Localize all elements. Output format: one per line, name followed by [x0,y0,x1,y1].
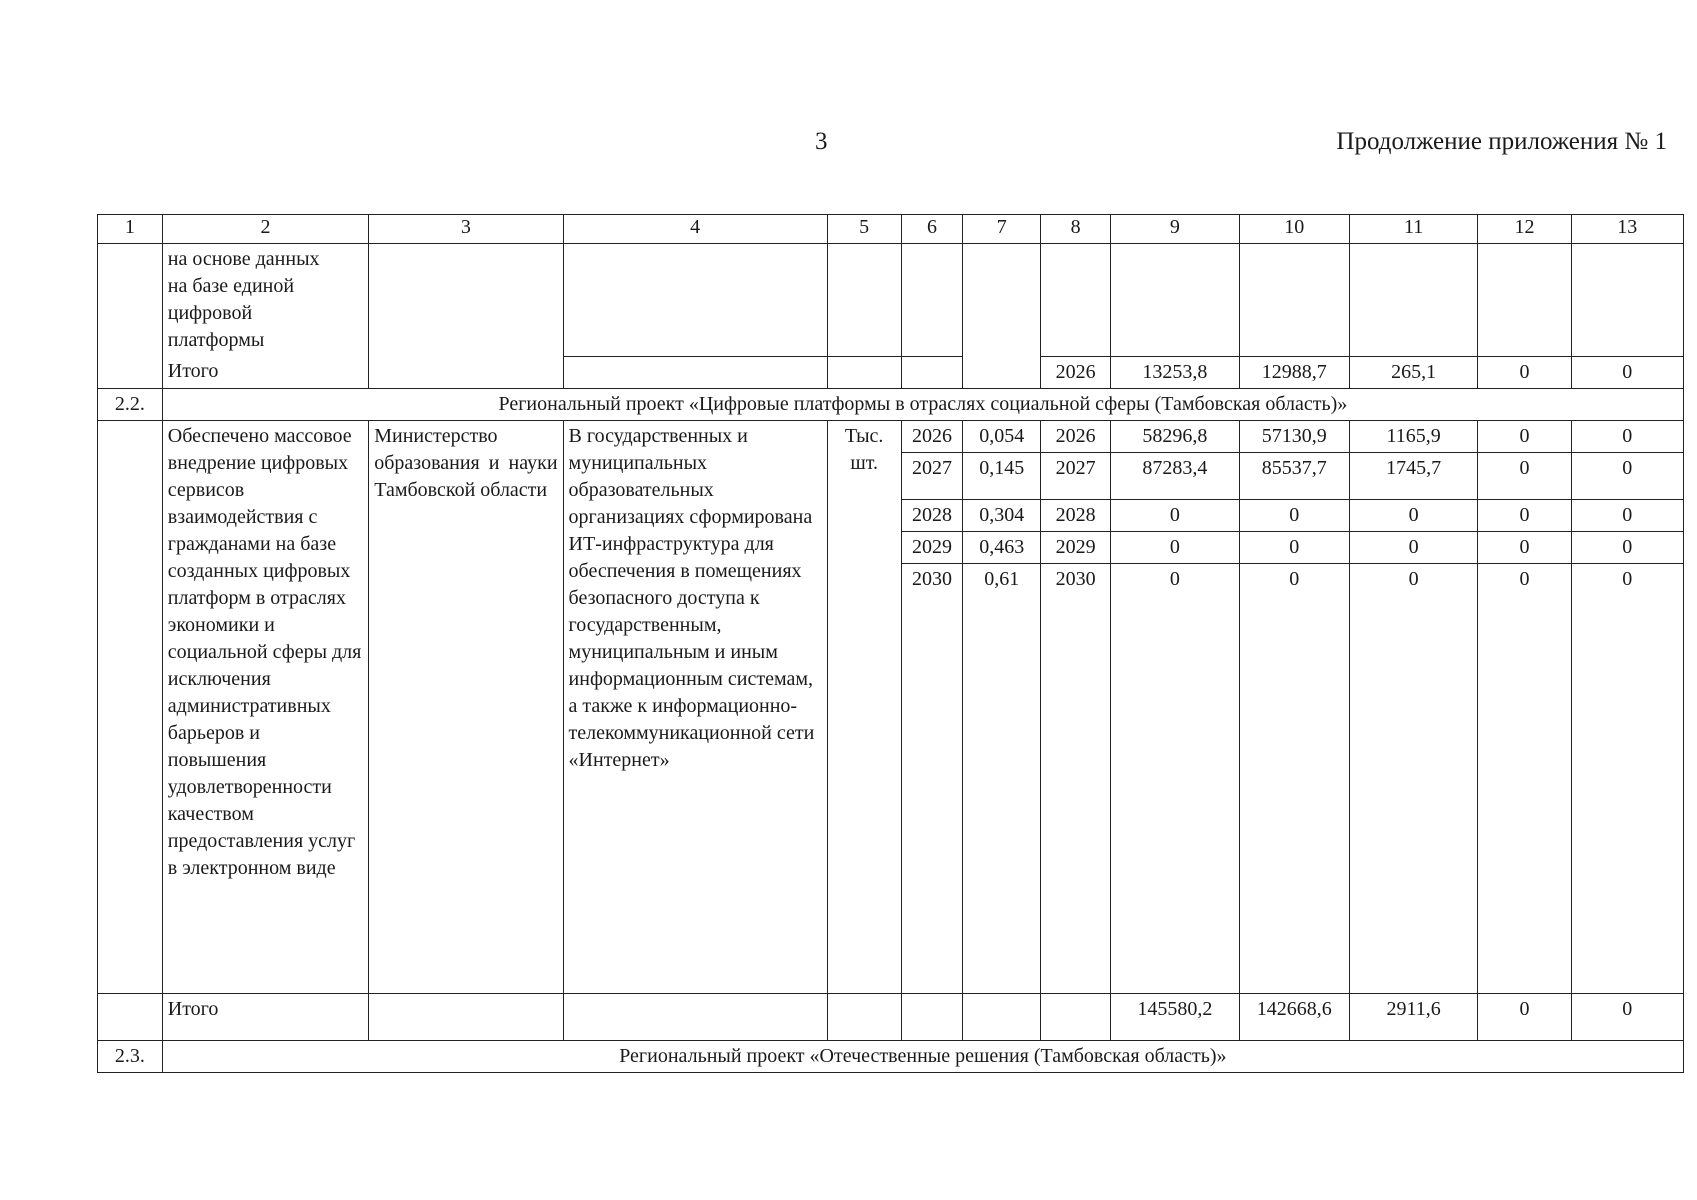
total-label: Итого [162,356,368,388]
section-row [98,1040,1684,1072]
column-header: 1 [98,215,163,244]
amount-col-11: 0 [1349,531,1478,563]
column-header: 13 [1571,215,1683,244]
continuation-text: на основе данных на базе единой цифровой платформы [162,244,368,357]
total-col-11: 2911,6 [1349,993,1478,1040]
section-number: 2.2. [98,388,163,420]
amount-col-9: 0 [1111,563,1240,993]
total-year: 2026 [1041,356,1111,388]
amount-col-13: 0 [1571,420,1683,452]
amount-col-9: 0 [1111,499,1240,531]
appendix-table [97,214,1684,1073]
column-header: 5 [827,215,901,244]
year-cell: 2030 [901,563,963,993]
column-header: 6 [901,215,963,244]
indicator-value: 0,463 [963,531,1041,563]
column-header: 3 [369,215,563,244]
indicator-value: 0,054 [963,420,1041,452]
result-description: Обеспечено массовое внедрение цифровых сервисов взаимодействия с гражданами на базе созданных цифровых платформ в отраслях экономики и социальной сферы для исключения административных барьеров и повышения удовлетворенности качеством предоставления услуг в электронном виде [162,420,368,993]
section-row [98,388,1684,420]
total-col-11: 265,1 [1349,356,1478,388]
indicator-value: 0,61 [963,563,1041,993]
amount-col-13: 0 [1571,452,1683,499]
executor: Министерство образования и науки Тамбовской области [369,420,563,993]
section-number: 2.3. [98,1040,163,1072]
indicator-description: В государственных и муниципальных образовательных организациях сформирована ИТ-инфраструктура для обеспечения в помещениях безопасного доступа к государственным, муниципальным и иным информационным системам, а также к информационно-телекоммуникационной сети «Интернет» [563,420,827,993]
year-cell: 2028 [901,499,963,531]
amount-col-13: 0 [1571,531,1683,563]
amount-col-12: 0 [1478,531,1571,563]
amount-col-13: 0 [1571,499,1683,531]
column-header: 4 [563,215,827,244]
amount-col-10: 85537,7 [1239,452,1349,499]
section-title: Региональный проект «Отечественные решения (Тамбовская область)» [162,1040,1683,1072]
year-cell: 2027 [901,452,963,499]
column-header: 2 [162,215,368,244]
unit: Тыс. шт. [827,420,901,993]
year-cell: 2029 [901,531,963,563]
amount-col-10: 0 [1239,499,1349,531]
year-cell: 2029 [1041,531,1111,563]
amount-col-12: 0 [1478,420,1571,452]
amount-col-11: 1745,7 [1349,452,1478,499]
total-col-10: 142668,6 [1239,993,1349,1040]
total-col-13: 0 [1571,993,1683,1040]
appendix-continuation-note: Продолжение приложения № 1 [1336,128,1667,155]
amount-col-12: 0 [1478,499,1571,531]
amount-col-9: 58296,8 [1111,420,1240,452]
column-header: 11 [1349,215,1478,244]
section-title: Региональный проект «Цифровые платформы в отраслях социальной сферы (Тамбовская область)» [162,388,1683,420]
year-cell: 2028 [1041,499,1111,531]
column-number-row [98,215,1684,244]
year-cell: 2027 [1041,452,1111,499]
indicator-value: 0,145 [963,452,1041,499]
page-number: 3 [815,128,828,155]
amount-col-11: 1165,9 [1349,420,1478,452]
amount-col-12: 0 [1478,452,1571,499]
amount-col-10: 0 [1239,531,1349,563]
amount-col-11: 0 [1349,499,1478,531]
total-col-12: 0 [1478,993,1571,1040]
amount-col-10: 0 [1239,563,1349,993]
column-header: 7 [963,215,1041,244]
year-cell: 2026 [1041,420,1111,452]
total-col-12: 0 [1478,356,1571,388]
total-col-10: 12988,7 [1239,356,1349,388]
amount-col-12: 0 [1478,563,1571,993]
amount-col-10: 57130,9 [1239,420,1349,452]
total-row [98,993,1684,1040]
total-col-13: 0 [1571,356,1683,388]
amount-col-9: 87283,4 [1111,452,1240,499]
year-cell: 2026 [901,420,963,452]
column-header: 12 [1478,215,1571,244]
indicator-value: 0,304 [963,499,1041,531]
amount-col-9: 0 [1111,531,1240,563]
column-header: 10 [1239,215,1349,244]
total-col-9: 13253,8 [1111,356,1240,388]
continuation-row [98,244,1684,357]
total-col-9: 145580,2 [1111,993,1240,1040]
total-label: Итого [162,993,368,1040]
amount-col-11: 0 [1349,563,1478,993]
total-row [98,356,1684,388]
column-header: 8 [1041,215,1111,244]
data-row [98,420,1684,452]
year-cell: 2030 [1041,563,1111,993]
amount-col-13: 0 [1571,563,1683,993]
column-header: 9 [1111,215,1240,244]
